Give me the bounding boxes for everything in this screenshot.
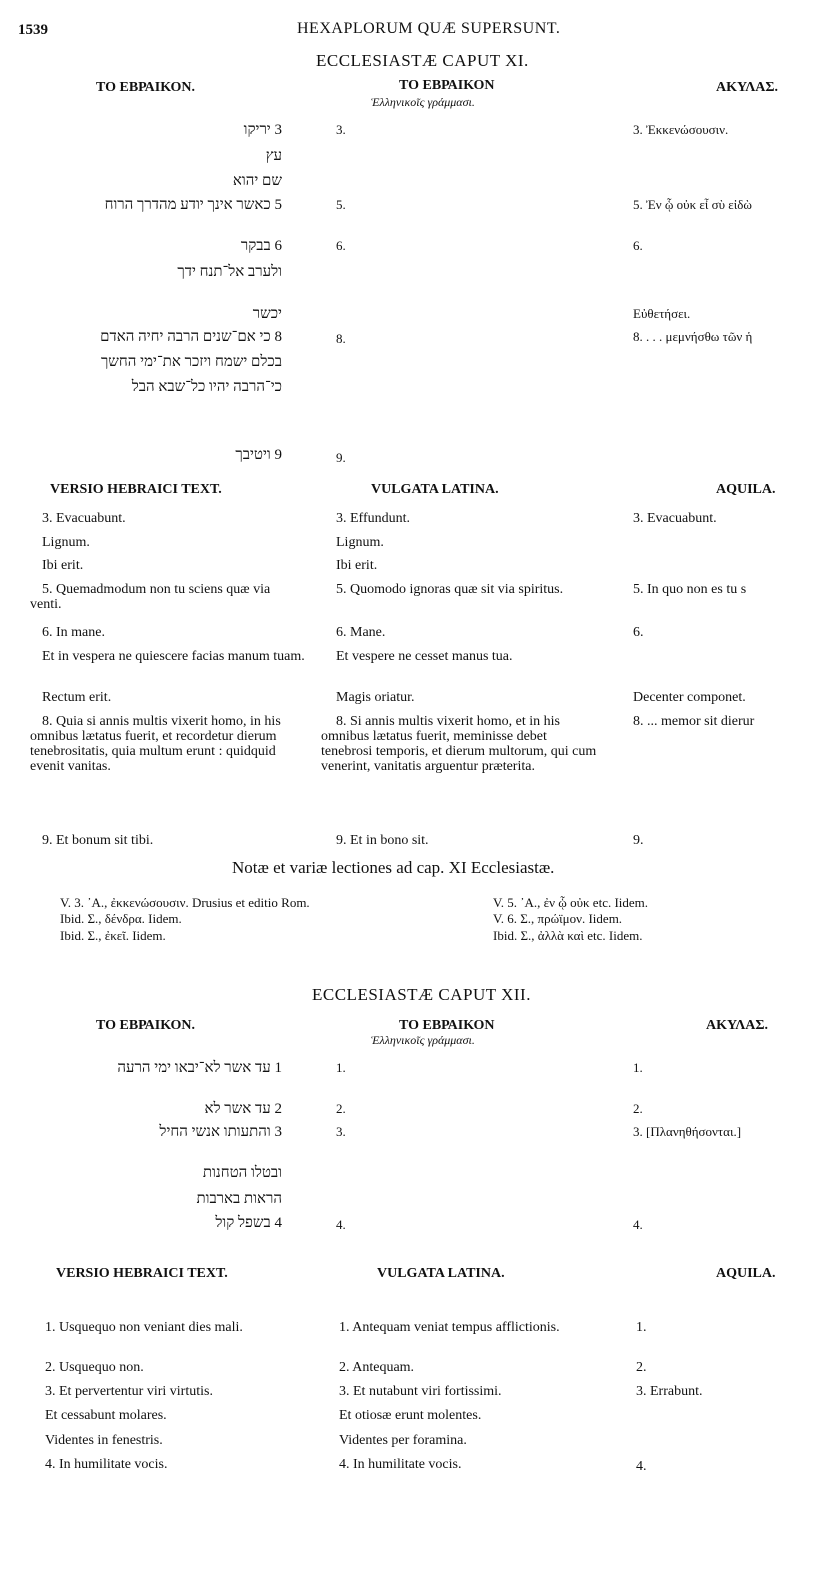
latin-line: Decenter componet. (633, 690, 746, 705)
latin-line: 1. (636, 1320, 647, 1335)
hebrew-line: 1 עד אשר לא־יבאו ימי הרעה (117, 1060, 282, 1076)
latin-line: 6. In mane. (42, 625, 105, 640)
latin-line: Rectum erit. (42, 690, 112, 705)
latin-col1-header: VERSIO HEBRAICI TEXT. (56, 1266, 228, 1281)
hebrew-line: 6 בבקר (240, 238, 282, 254)
hebrew-line: 8 כי אם־שנים הרבה יחיה האדם (100, 329, 282, 345)
latin-line: Videntes per foramina. (339, 1433, 467, 1448)
latin-line: 6. Mane. (336, 625, 386, 640)
latin-line: Lignum. (336, 535, 384, 550)
latin-line: 9. Et in bono sit. (336, 833, 429, 848)
note-line: Ibid. Σ., δένδρα. Iidem. (60, 911, 182, 926)
latin-line: 4. In humilitate vocis. (339, 1457, 462, 1472)
latin-line: 8. Si annis multis vixerit homo, et in his omnibus lætatus fuerit, meminisse debet tenebrosi temporis, et dierum multorum, qui cum venerint, vanitatis arguentur præterita. (321, 714, 597, 774)
latin-line: Videntes in fenestris. (45, 1433, 163, 1448)
hebrew-line: בכלם ישמח ויזכר את־ימי החשך (100, 354, 282, 370)
latin-line: Et vespere ne cesset manus tua. (336, 649, 513, 664)
hebrew-line: כי־הרבה יהיו כל־שבא הבל (131, 379, 282, 395)
translit-verse: 3. (336, 122, 346, 137)
hebrew-line: 4 בשפל קול (215, 1215, 282, 1231)
translit-verse: 1. (336, 1060, 346, 1075)
latin-line: Lignum. (42, 535, 90, 550)
translit-verse: 9. (336, 450, 346, 465)
note-line: V. 6. Σ., πρώϊμον. Iidem. (493, 911, 623, 926)
latin-line: 4. In humilitate vocis. (45, 1457, 168, 1472)
latin-line: Ibi erit. (336, 558, 378, 573)
latin-line: 3. Evacuabunt. (42, 511, 126, 526)
aquila-greek: 3. [Πλανηθήσονται.] (633, 1124, 742, 1139)
latin-line: 8. Quia si annis multis vixerit homo, in his omnibus lætatus fuerit, et recordetur dierum tenebrositatis, quia multum erunt : quidquid evenit vanitas. (30, 714, 281, 774)
latin-line: 9. Et bonum sit tibi. (42, 833, 154, 848)
latin-col3-header: AQUILA. (716, 1266, 776, 1281)
translit-verse: 2. (336, 1101, 346, 1116)
latin-col2-header: VULGATA LATINA. (377, 1266, 505, 1281)
latin-line: 3. Et pervertentur viri virtutis. (45, 1384, 213, 1399)
latin-line: Et cessabunt molares. (45, 1408, 167, 1423)
hebrew-line: 3 יריקו (243, 122, 282, 138)
note-line: V. 3. ᾿Α., ἐκκενώσουσιν. Drusius et editio Rom. (60, 895, 310, 910)
latin-line: 3. Evacuabunt. (633, 511, 717, 526)
latin-line: 2. Usquequo non. (45, 1360, 144, 1375)
latin-line: 5. Quomodo ignoras quæ sit via spiritus. (336, 582, 564, 597)
chapter-12-title: ECCLESIASTÆ CAPUT XII. (312, 985, 531, 1004)
latin-col2-header: VULGATA LATINA. (371, 482, 499, 497)
page-number: 1539 (18, 22, 48, 38)
col-translit-header: ΤΟ ΕΒΡΑΙΚΟΝ (399, 1018, 495, 1033)
running-head: HEXAPLORUM QUÆ SUPERSUNT. (297, 20, 561, 37)
aquila-greek: Εὐθετήσει. (633, 306, 691, 321)
col-translit-subheader: Ἑλληνικοῖς γράμμασι. (371, 95, 475, 109)
latin-line: 1. Usquequo non veniant dies mali. (45, 1320, 243, 1335)
latin-line: 3. Errabunt. (636, 1384, 703, 1399)
translit-verse: 4. (336, 1217, 346, 1232)
hebrew-line: ובטלו הטחנות (202, 1165, 282, 1181)
aquila-greek: 5. Ἐν ᾧ οὐκ εἶ σὺ εἰδὼ (633, 197, 752, 212)
note-line: Ibid. Σ., ἀλλὰ καὶ etc. Iidem. (493, 928, 643, 943)
latin-line: Et in vespera ne quiescere facias manum tuam. (42, 649, 305, 664)
aquila-greek: 1. (633, 1060, 643, 1075)
latin-line: 3. Effundunt. (336, 511, 411, 526)
col-aquila-header: ΑΚΥΛΑΣ. (706, 1018, 769, 1033)
hebrew-line: הראות בארבות (196, 1191, 282, 1207)
note-line: Ibid. Σ., ἐκεῖ. Iidem. (60, 928, 166, 943)
col-translit-subheader: Ἑλληνικοῖς γράμμασι. (371, 1033, 475, 1047)
hebrew-line: 9 ויטיבך (235, 447, 282, 463)
notes-title: Notæ et variæ lectiones ad cap. XI Ecclesiastæ. (232, 858, 555, 877)
hebrew-line: שם יהוא (232, 173, 282, 189)
latin-line: 8. ... memor sit dierur (633, 714, 755, 729)
col-hebrew-header: ΤΟ ΕΒΡΑΙΚΟΝ. (96, 80, 195, 95)
latin-line: Magis oriatur. (336, 690, 415, 705)
aquila-greek: 2. (633, 1101, 643, 1116)
hebrew-line: עץ (265, 148, 282, 164)
note-line: V. 5. ᾿Α., ἐν ᾧ οὐκ etc. Iidem. (493, 895, 649, 910)
translit-verse: 3. (336, 1124, 346, 1139)
hebrew-line: 2 עד אשר לא (204, 1101, 282, 1117)
aquila-greek: 3. Ἐκκενώσουσιν. (633, 122, 729, 137)
aquila-greek: 4. (633, 1217, 643, 1232)
latin-line: 5. Quemadmodum non tu sciens quæ via venti. (30, 582, 271, 612)
translit-verse: 8. (336, 331, 346, 346)
translit-verse: 5. (336, 197, 346, 212)
hebrew-line: ולערב אל־תנח ידך (177, 264, 282, 280)
hebrew-line: 5 כאשר אינך יודע מהדרך הרוח (104, 197, 282, 213)
hebrew-line: יכשר (252, 306, 282, 322)
aquila-greek: 6. (633, 238, 643, 253)
latin-col1-header: VERSIO HEBRAICI TEXT. (50, 482, 222, 497)
col-hebrew-header: ΤΟ ΕΒΡΑΙΚΟΝ. (96, 1018, 195, 1033)
latin-line: 9. (633, 833, 644, 848)
latin-line: 1. Antequam veniat tempus afflictionis. (339, 1320, 560, 1335)
latin-col3-header: AQUILA. (716, 482, 776, 497)
latin-line: 3. Et nutabunt viri fortissimi. (339, 1384, 502, 1399)
latin-line: 6. (633, 625, 644, 640)
translit-verse: 6. (336, 238, 346, 253)
aquila-greek: 8. . . . μεμνήσθω τῶν ἡ (633, 329, 753, 344)
latin-line: 4. (636, 1459, 647, 1474)
col-aquila-header: ΑΚΥΛΑΣ. (716, 80, 779, 95)
latin-line: 2. (636, 1360, 647, 1375)
chapter-11-title: ECCLESIASTÆ CAPUT XI. (316, 51, 529, 70)
latin-line: 2. Antequam. (339, 1360, 415, 1375)
latin-line: Ibi erit. (42, 558, 84, 573)
latin-line: 5. In quo non es tu s (633, 582, 747, 597)
hebrew-line: 3 והתעותו אנשי החיל (159, 1124, 282, 1140)
col-translit-header: ΤΟ ΕΒΡΑΙΚΟΝ (399, 78, 495, 93)
latin-line: Et otiosæ erunt molentes. (339, 1408, 482, 1423)
